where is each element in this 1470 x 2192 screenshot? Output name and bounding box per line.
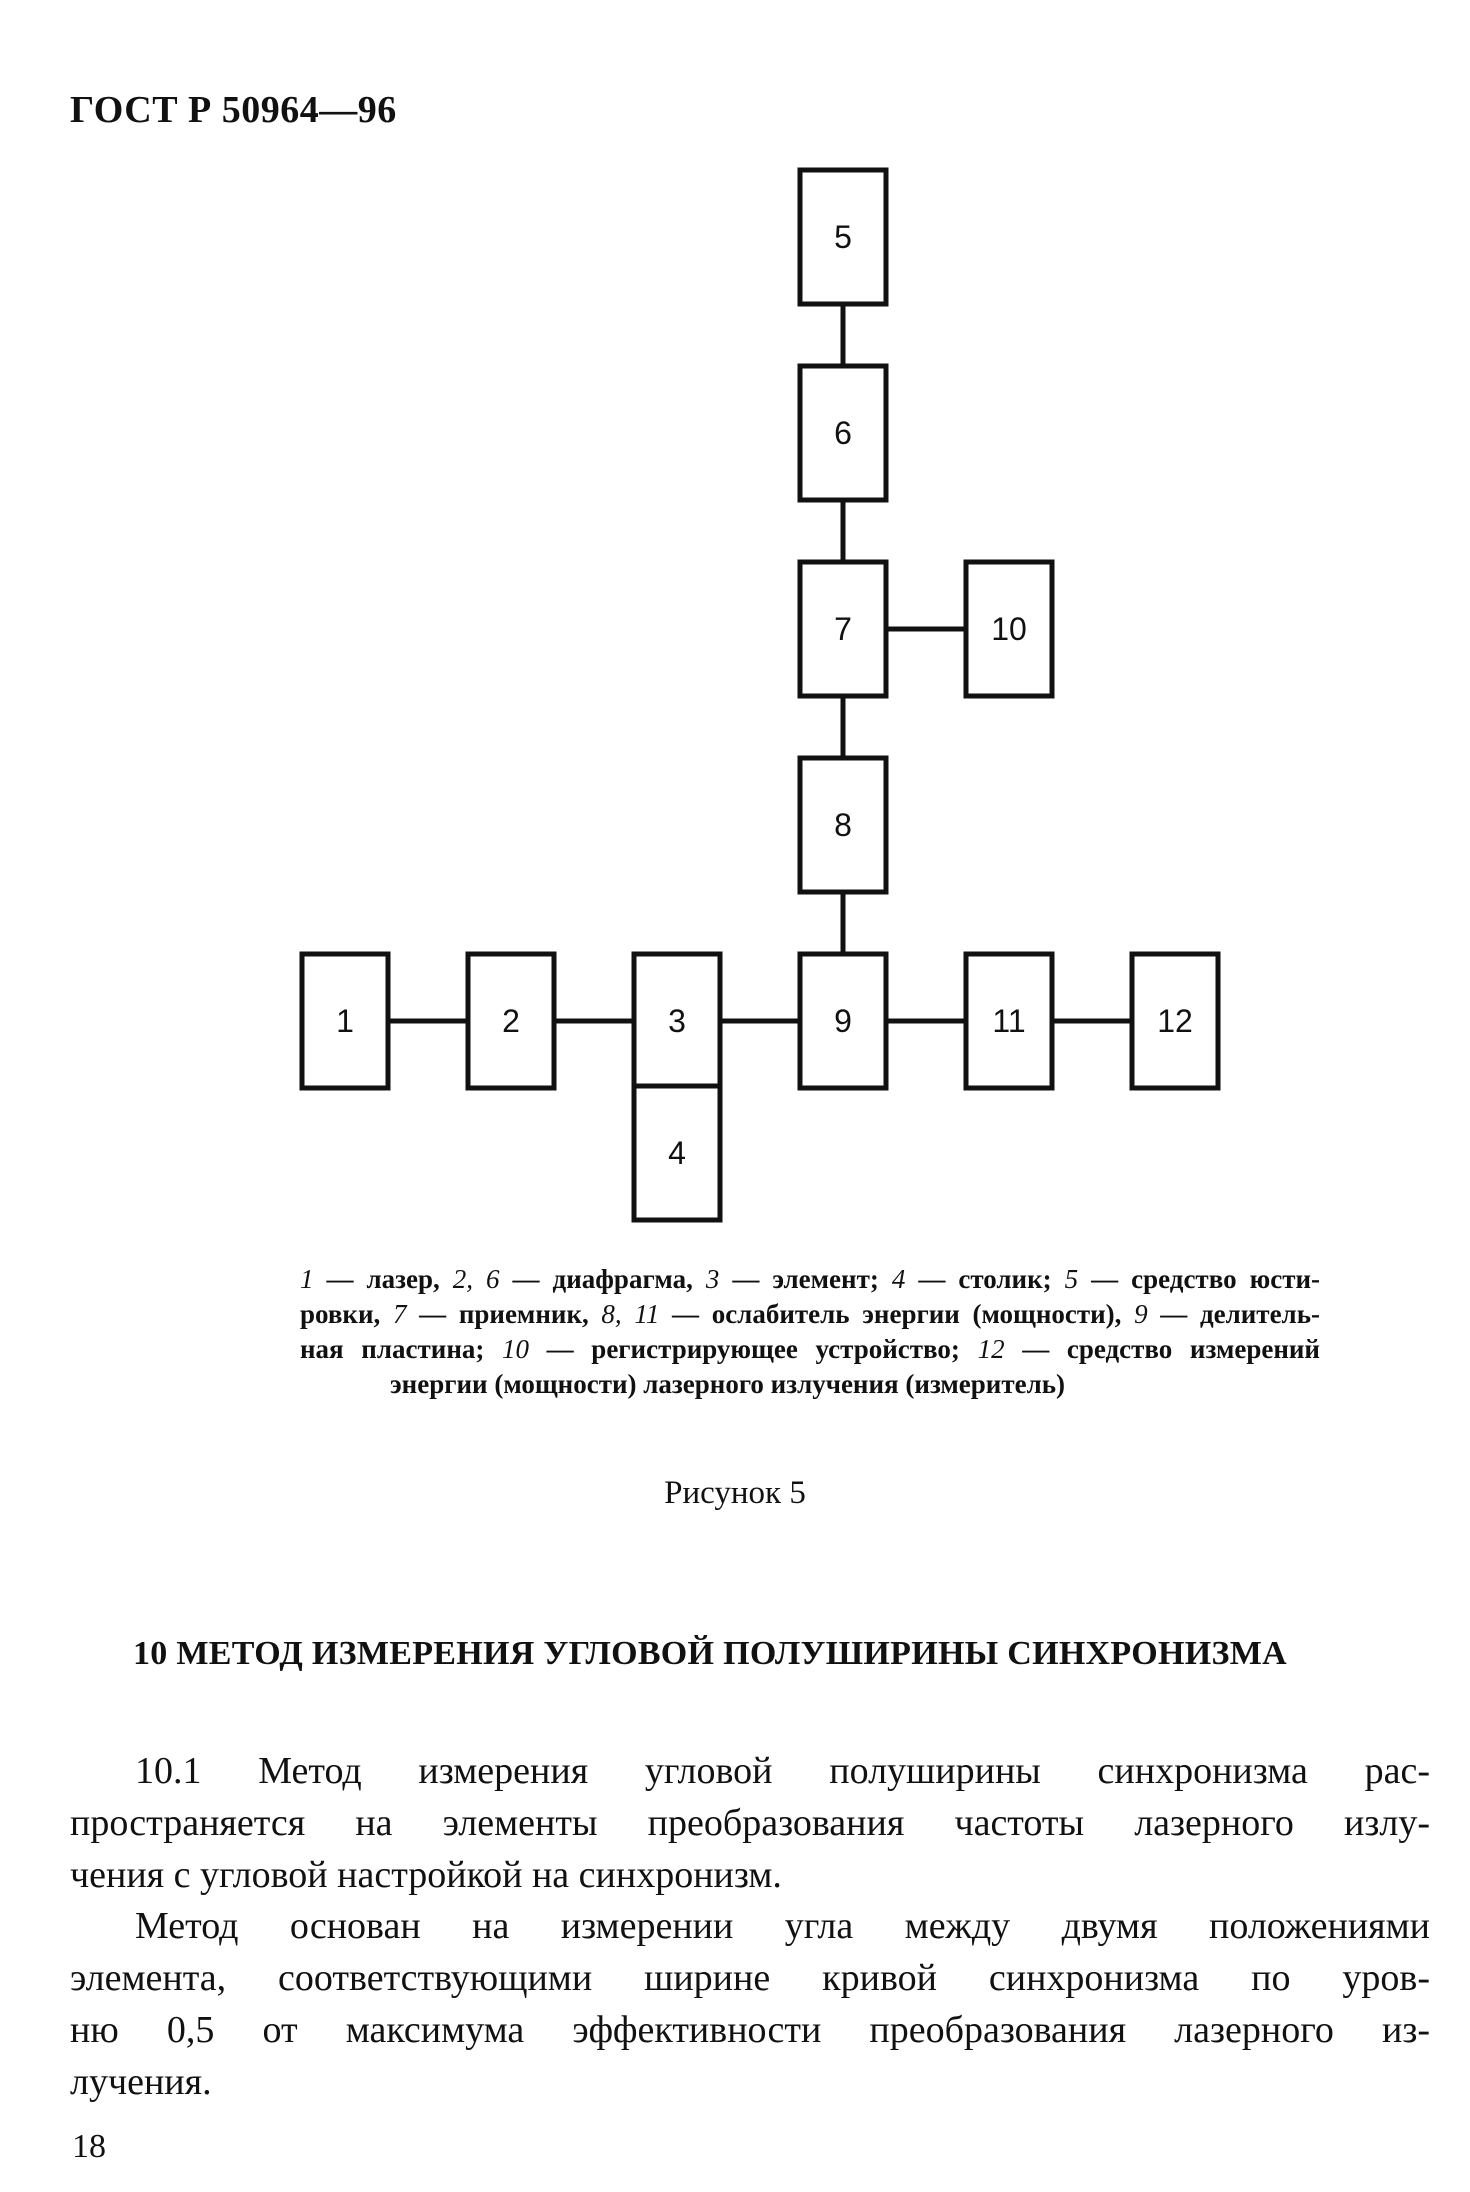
legend-text: — столик; xyxy=(905,1264,1065,1294)
block-10 xyxy=(966,562,1052,696)
legend-num: 4 xyxy=(891,1264,906,1294)
legend-text: — средство юсти- xyxy=(1078,1264,1321,1294)
block-label: 1 xyxy=(336,1003,354,1039)
diagram-blocks xyxy=(302,170,1218,1220)
section-heading: 10 МЕТОД ИЗМЕРЕНИЯ УГЛОВОЙ ПОЛУШИРИНЫ СИНХРОНИЗМА xyxy=(133,1635,1288,1672)
legend-text: — ослабитель энергии (мощности), xyxy=(659,1299,1135,1329)
figure-legend xyxy=(300,1262,1320,1402)
block-label: 2 xyxy=(502,1003,520,1039)
block-8 xyxy=(800,758,886,892)
block-4 xyxy=(634,1086,720,1220)
legend-text: ровки, xyxy=(300,1299,393,1329)
legend-num: 2, 6 xyxy=(452,1264,500,1294)
legend-line-4 xyxy=(300,1367,1320,1402)
block-label: 6 xyxy=(834,415,852,451)
block-label: 10 xyxy=(991,611,1027,647)
legend-num: 5 xyxy=(1064,1264,1079,1294)
legend-text: — элемент; xyxy=(719,1264,892,1294)
paragraph-line: Метод основан на измерении угла между двумя положениями xyxy=(135,1905,1430,1947)
legend-num: 8, 11 xyxy=(601,1299,660,1329)
legend-num: 9 xyxy=(1134,1299,1148,1329)
paragraph-line: пространяется на элементы преобразования частоты лазерного излу- xyxy=(70,1802,1430,1844)
block-label: 7 xyxy=(834,611,852,647)
block-label: 9 xyxy=(834,1003,852,1039)
legend-text: — средство измерений xyxy=(1004,1334,1320,1364)
block-5 xyxy=(800,170,886,304)
block-label: 12 xyxy=(1157,1003,1193,1039)
block-11 xyxy=(966,954,1052,1088)
paragraph-line: лучения. xyxy=(70,2061,212,2103)
legend-num: 7 xyxy=(392,1299,407,1329)
block-9 xyxy=(800,954,886,1088)
legend-num: 3 xyxy=(705,1264,720,1294)
legend-text: энергии (мощности) лазерного излучения (измеритель) xyxy=(390,1369,1066,1399)
legend-line-2 xyxy=(300,1297,1320,1332)
paragraph-line: чения с угловой настройкой на синхронизм. xyxy=(70,1854,782,1896)
legend-text: — регистрирующее устройство; xyxy=(529,1334,978,1364)
legend-num: 10 xyxy=(502,1334,530,1364)
block-3 xyxy=(634,954,720,1088)
page-number: 18 xyxy=(72,2128,106,2165)
paragraph-line: 10.1 Метод измерения угловой полуширины синхронизма рас- xyxy=(135,1750,1430,1792)
paragraph-10-1 xyxy=(70,1745,1430,1901)
paragraph-line: элемента, соответствующими ширине кривой синхронизма по уров- xyxy=(70,1957,1430,1999)
paragraph-line: ню 0,5 от максимума эффективности преобразования лазерного из- xyxy=(70,2009,1430,2051)
block-label: 8 xyxy=(834,807,852,843)
legend-line-1 xyxy=(300,1262,1320,1297)
block-label: 5 xyxy=(834,219,852,255)
legend-text: — приемник, xyxy=(406,1299,602,1329)
document-code: ГОСТ Р 50964—96 xyxy=(70,89,397,131)
block-6 xyxy=(800,366,886,500)
block-label: 11 xyxy=(992,1003,1026,1039)
legend-text: — диафрагма, xyxy=(499,1264,706,1294)
legend-num: 1 xyxy=(300,1264,314,1294)
figure-title: Рисунок 5 xyxy=(664,1475,806,1511)
block-1 xyxy=(302,954,388,1088)
legend-line-3 xyxy=(300,1332,1320,1367)
paragraph-method-basis xyxy=(70,1900,1430,2108)
block-label: 3 xyxy=(668,1003,686,1039)
legend-num: 12 xyxy=(977,1334,1005,1364)
block-2 xyxy=(468,954,554,1088)
legend-text: — лазер, xyxy=(313,1264,453,1294)
legend-text: — делитель- xyxy=(1147,1299,1320,1329)
block-7 xyxy=(800,562,886,696)
legend-text: ная пластина; xyxy=(300,1334,503,1364)
block-label: 4 xyxy=(668,1135,686,1171)
block-12 xyxy=(1132,954,1218,1088)
